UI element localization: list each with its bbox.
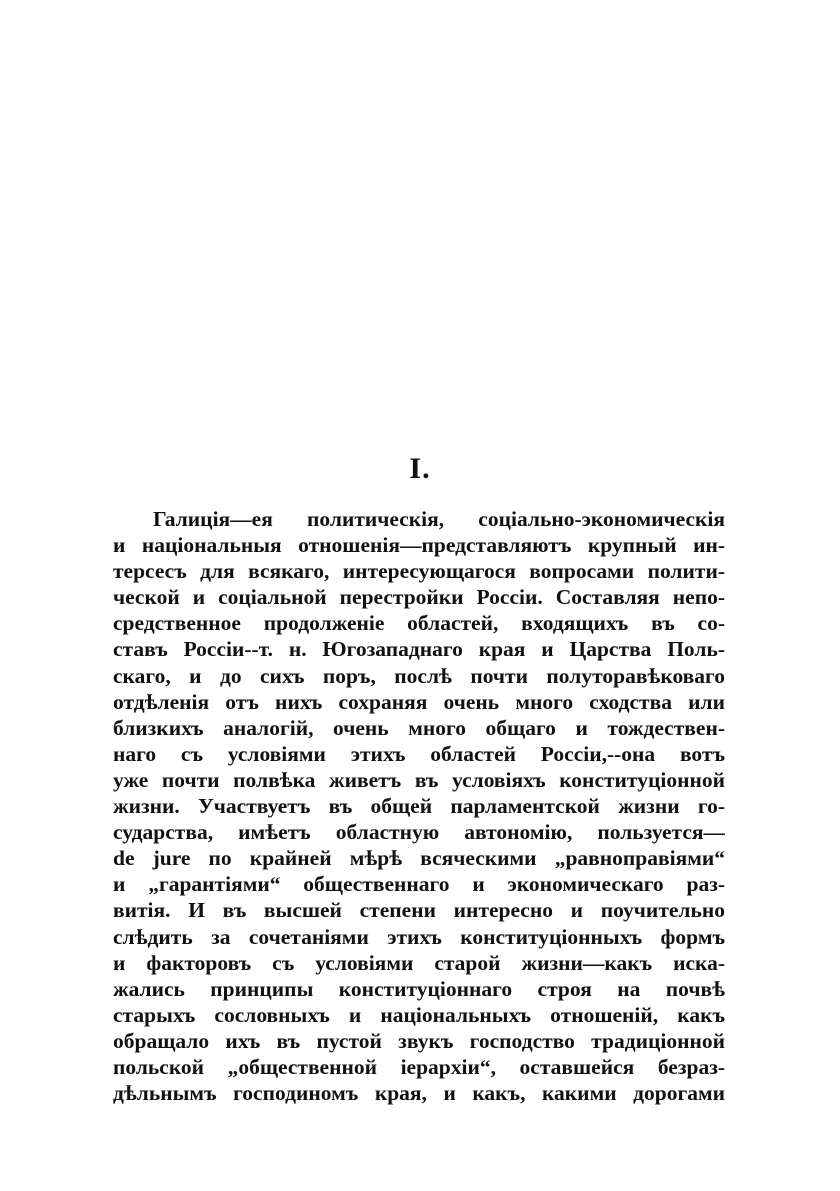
text-line: терсесъ для всякаго, интересующагося вопросами полити-	[113, 559, 725, 584]
text-line: уже почти полвѣка живетъ въ условіяхъ конституціонной	[113, 767, 725, 792]
text-line: близкихъ аналогій, очень много общаго и тождествен-	[113, 715, 725, 740]
text-line: старыхъ сословныхъ и національныхъ отношеній, какъ	[113, 1002, 725, 1027]
text-line: скаго, и до сихъ поръ, послѣ почти полуторавѣковаго	[113, 663, 725, 688]
text-line: жизни. Участвуетъ въ общей парламентской жизни го-	[113, 794, 725, 819]
text-line: витія. И въ высшей степени интересно и поучительно	[113, 898, 725, 923]
text-line: дѣльнымъ господиномъ края, и какъ, какими дорогами	[113, 1081, 725, 1106]
text-line: de jure по крайней мѣрѣ всяческими „равноправіями“	[113, 846, 725, 871]
text-line: сударства, имѣетъ областную автономію, пользуется—	[113, 820, 725, 845]
text-line: средственное продолженіе областей, входящихъ въ со-	[113, 611, 725, 636]
text-line: ставъ Россіи--т. н. Югозападнаго края и Царства Поль-	[113, 637, 725, 662]
text-line: слѣдить за сочетаніями этихъ конституціонныхъ формъ	[113, 924, 725, 949]
text-line: обращало ихъ въ пустой звукъ господство традиціонной	[113, 1028, 725, 1053]
text-line: и „гарантіями“ общественнаго и экономическаго раз-	[113, 872, 725, 897]
text-line: ческой и соціальной перестройки Россіи. Составляя непо-	[113, 585, 725, 610]
text-line: жались принципы конституціоннаго строя на почвѣ	[113, 976, 725, 1001]
body-paragraph	[113, 506, 725, 1106]
text-line: польской „общественной іерархіи“, оставшейся безраз-	[113, 1054, 725, 1079]
text-line: наго съ условіями этихъ областей Россіи,--она вотъ	[113, 741, 725, 766]
text-line: и національныя отношенія—представляютъ крупный ин-	[113, 533, 725, 558]
chapter-heading: I.	[409, 452, 431, 485]
text-line: Галиція—ея политическія, соціально-экономическія	[153, 507, 725, 531]
text-line: отдѣленія отъ нихъ сохраняя очень много сходства или	[113, 689, 725, 714]
text-line: и факторовъ съ условіями старой жизни—какъ иска-	[113, 950, 725, 975]
